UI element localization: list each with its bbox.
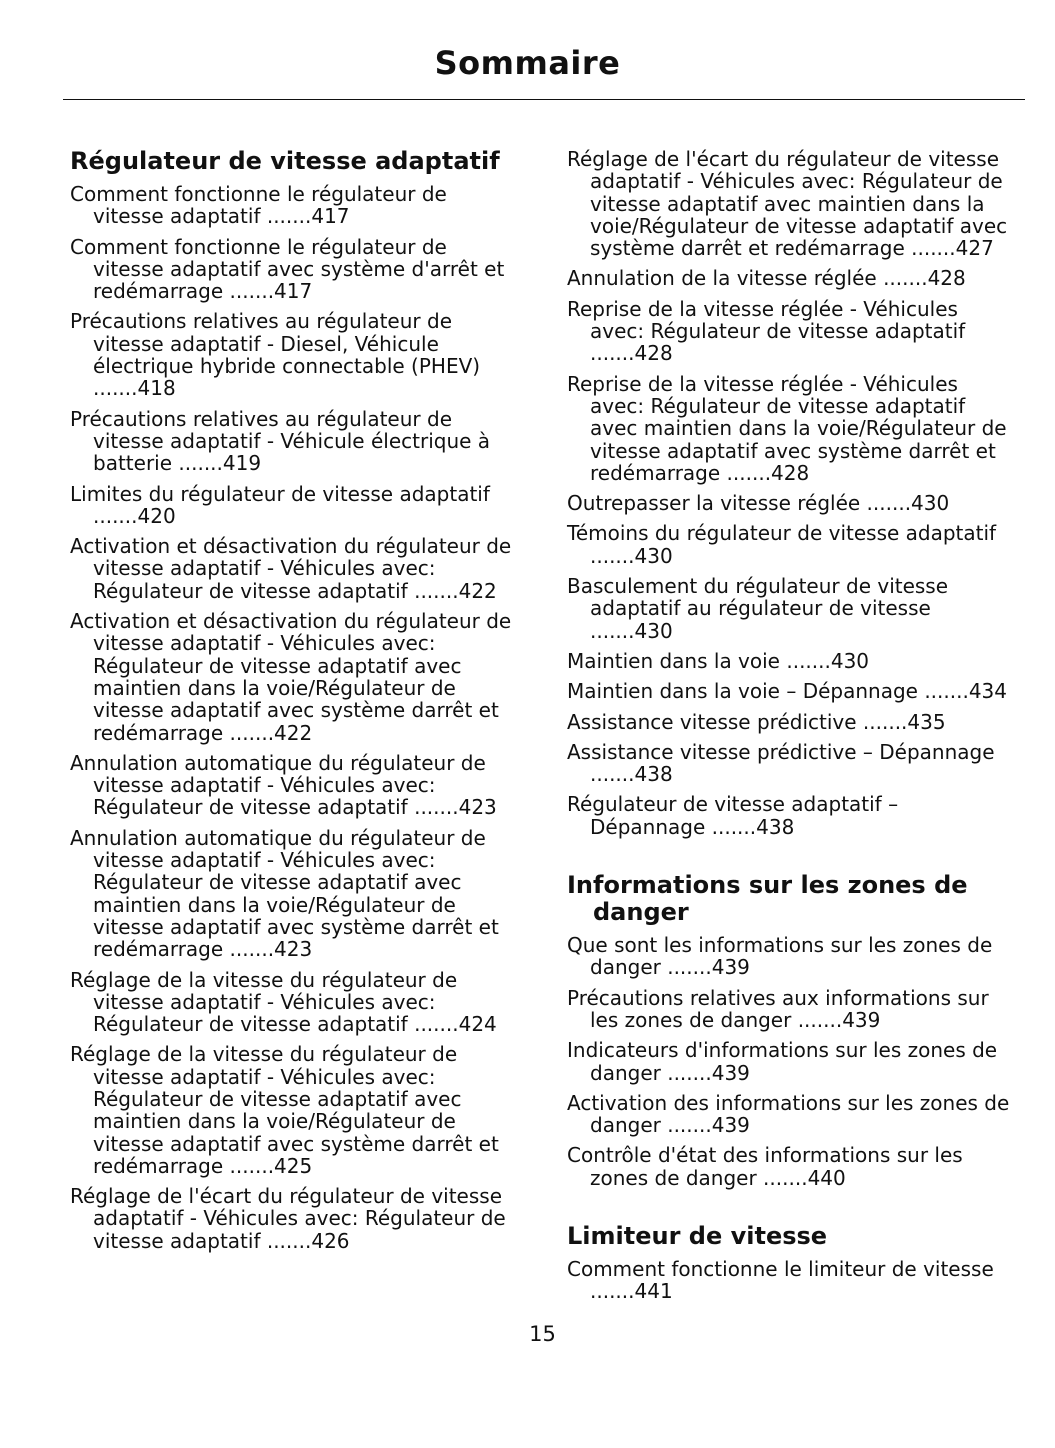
- toc-entry-page: 423: [274, 937, 313, 962]
- toc-entry-text: Annulation automatique du régulateur de vitesse adaptatif - Véhicules avec: Régulateur de vitesse adaptatif avec maintien dans la voie/Régulateur de vitesse adaptatif avec système darrêt et redémarrage: [70, 825, 499, 962]
- toc-entry-text: Assistance vitesse prédictive – Dépannage: [567, 739, 995, 764]
- toc-entry[interactable]: [567, 492, 1015, 514]
- toc-entry[interactable]: [567, 1092, 1015, 1137]
- toc-leader-dots: .......: [590, 762, 635, 787]
- toc-entry-text: Réglage de la vitesse du régulateur de vitesse adaptatif - Véhicules avec: Régulateur de vitesse adaptatif: [70, 967, 458, 1037]
- toc-leader-dots: .......: [660, 955, 712, 980]
- toc-leader-dots: .......: [660, 1060, 712, 1085]
- page-number: 15: [529, 1322, 556, 1346]
- toc-entry-text: Témoins du régulateur de vitesse adaptatif: [567, 521, 997, 546]
- toc-entry-text: Activation des informations sur les zones de danger: [567, 1090, 1010, 1138]
- toc-entry-page: 438: [634, 762, 673, 787]
- toc-entry-page: 428: [771, 460, 810, 485]
- toc-entry-text: Reprise de la vitesse réglée - Véhicules avec: Régulateur de vitesse adaptatif avec maintien dans la voie/Régulateur de vitesse adaptatif avec système darrêt et redémarrage: [567, 371, 1007, 485]
- toc-entry-text: Indicateurs d'informations sur les zones de danger: [567, 1038, 998, 1085]
- toc-entry-page: 417: [311, 204, 350, 229]
- toc-list-right-continued: [567, 148, 1015, 838]
- title-divider: [63, 99, 1025, 100]
- toc-entry[interactable]: [567, 1039, 1015, 1084]
- toc-entry-text: Réglage de l'écart du régulateur de vitesse adaptatif - Véhicules avec: Régulateur de vitesse adaptatif avec maintien dans la voie/Régulateur de vitesse adaptatif avec système darrêt et redémarrage: [567, 147, 1008, 261]
- toc-leader-dots: .......: [407, 795, 459, 820]
- toc-entry[interactable]: [567, 741, 1015, 786]
- toc-entry-text: Activation et désactivation du régulateur de vitesse adaptatif - Véhicules avec: Régulateur de vitesse adaptatif: [70, 534, 512, 603]
- toc-entry-text: Annulation automatique du régulateur de vitesse adaptatif - Véhicules avec: Régulateur de vitesse adaptatif: [70, 750, 486, 820]
- toc-entry-text: Précautions relatives aux informations sur les zones de danger: [567, 985, 989, 1032]
- toc-leader-dots: .......: [856, 709, 908, 734]
- toc-entry[interactable]: [567, 522, 1015, 567]
- toc-entry-text: Outrepasser la vitesse réglée: [567, 491, 861, 516]
- toc-entry-page: 434: [968, 679, 1008, 704]
- toc-entry-page: 422: [458, 578, 497, 603]
- toc-entry-text: Que sont les informations sur les zones de danger: [567, 933, 993, 980]
- toc-leader-dots: .......: [590, 543, 635, 568]
- toc-entry-text: Activation et désactivation du régulateur de vitesse adaptatif - Véhicules avec: Régulateur de vitesse adaptatif avec maintien dans la voie/Régulateur de vitesse adaptatif avec système darrêt et redémarrage: [70, 609, 512, 745]
- toc-entry-page: 427: [955, 236, 994, 261]
- toc-entry-page: 428: [927, 266, 966, 291]
- toc-entry[interactable]: [70, 969, 520, 1036]
- toc-entry[interactable]: [567, 298, 1015, 365]
- section-title-speed-limiter: Limiteur de vitesse: [567, 1221, 828, 1250]
- toc-entry-page: 430: [634, 618, 673, 643]
- toc-leader-dots: .......: [660, 1113, 712, 1138]
- toc-entry[interactable]: [70, 1043, 520, 1177]
- toc-entry[interactable]: [567, 1144, 1015, 1189]
- toc-leader-dots: .......: [590, 618, 635, 643]
- toc-entry[interactable]: [567, 267, 1015, 289]
- toc-entry-text: Limites du régulateur de vitesse adaptatif: [70, 481, 490, 506]
- toc-entry-text: Précautions relatives au régulateur de vitesse adaptatif - Diesel, Véhicule électrique hybride connectable (PHEV): [70, 309, 481, 379]
- toc-entry[interactable]: [567, 934, 1015, 979]
- toc-entry-page: 430: [911, 491, 950, 516]
- left-column: [70, 148, 520, 1260]
- toc-leader-dots: .......: [260, 1228, 312, 1253]
- toc-leader-dots: .......: [720, 460, 772, 485]
- toc-entry[interactable]: [567, 373, 1015, 484]
- toc-leader-dots: .......: [223, 720, 275, 745]
- toc-entry-text: Maintien dans la voie: [567, 648, 780, 673]
- toc-entry-text: Reprise de la vitesse réglée - Véhicules avec: Régulateur de vitesse adaptatif: [567, 296, 966, 344]
- toc-entry[interactable]: [70, 610, 520, 744]
- toc-entry-text: Contrôle d'état des informations sur les zones de danger: [567, 1143, 963, 1190]
- toc-leader-dots: .......: [590, 1279, 635, 1304]
- toc-entry[interactable]: [567, 575, 1015, 642]
- toc-leader-dots: .......: [917, 679, 969, 704]
- toc-entry-page: 439: [711, 955, 750, 980]
- toc-leader-dots: .......: [876, 266, 928, 291]
- toc-entry[interactable]: [70, 1185, 520, 1252]
- toc-entry[interactable]: [567, 793, 1015, 838]
- toc-list-danger-zones: [567, 934, 1015, 1189]
- toc-entry[interactable]: [567, 1258, 1015, 1303]
- section-title-adaptive-cruise: Régulateur de vitesse adaptatif: [70, 147, 500, 175]
- toc-entry[interactable]: [70, 310, 520, 399]
- toc-entry-page: 439: [842, 1007, 881, 1032]
- toc-entry-page: 417: [274, 279, 313, 304]
- toc-leader-dots: .......: [904, 236, 956, 261]
- toc-entry-page: 438: [756, 814, 795, 839]
- toc-entry-page: 430: [634, 543, 673, 568]
- toc-entry-page: 424: [458, 1012, 497, 1037]
- toc-leader-dots: .......: [791, 1007, 843, 1032]
- toc-entry[interactable]: [567, 680, 1015, 702]
- toc-leader-dots: .......: [407, 1012, 459, 1037]
- toc-entry-page: 418: [137, 376, 176, 401]
- toc-entry-text: Réglage de l'écart du régulateur de vitesse adaptatif - Véhicules avec: Régulateur de vitesse adaptatif: [70, 1184, 506, 1253]
- toc-entry[interactable]: [70, 752, 520, 819]
- section-title-danger-zones: Informations sur les zones de danger: [567, 871, 968, 927]
- toc-entry-text: Comment fonctionne le régulateur de vitesse adaptatif avec système d'arrêt et redémarrage: [70, 234, 505, 304]
- toc-leader-dots: .......: [705, 814, 757, 839]
- toc-entry-page: 439: [711, 1060, 750, 1085]
- toc-entry-page: 435: [907, 709, 946, 734]
- toc-entry-page: 425: [274, 1153, 313, 1178]
- toc-entry-page: 439: [711, 1113, 750, 1138]
- toc-entry[interactable]: [70, 236, 520, 303]
- toc-list-speed-limiter: [567, 1258, 1015, 1303]
- toc-entry-page: 422: [274, 720, 313, 745]
- toc-entry-text: Basculement du régulateur de vitesse adaptatif au régulateur de vitesse: [567, 574, 949, 621]
- toc-entry-page: 428: [634, 341, 673, 366]
- toc-entry-text: Comment fonctionne le régulateur de vitesse adaptatif: [70, 182, 447, 229]
- toc-entry-text: Maintien dans la voie – Dépannage: [567, 679, 918, 704]
- toc-entry-page: 430: [830, 648, 870, 673]
- toc-entry-page: 440: [807, 1165, 846, 1190]
- toc-entry-page: 423: [458, 795, 497, 820]
- toc-entry-text: Assistance vitesse prédictive: [567, 709, 857, 734]
- toc-entry-text: Régulateur de vitesse adaptatif – Dépannage: [567, 792, 899, 839]
- toc-entry-text: Comment fonctionne le limiteur de vitesse: [567, 1256, 994, 1281]
- toc-leader-dots: .......: [260, 204, 312, 229]
- toc-entry[interactable]: [567, 711, 1015, 733]
- toc-list-left: [70, 183, 520, 1252]
- toc-leader-dots: .......: [223, 937, 275, 962]
- toc-entry[interactable]: [70, 535, 520, 602]
- toc-leader-dots: .......: [93, 376, 138, 401]
- toc-entry-page: 419: [222, 451, 262, 476]
- toc-entry-page: 441: [634, 1279, 673, 1304]
- toc-leader-dots: .......: [860, 491, 912, 516]
- right-column: [567, 148, 1015, 1311]
- toc-leader-dots: .......: [780, 648, 831, 673]
- page-title: Sommaire: [434, 44, 621, 82]
- toc-entry[interactable]: [70, 183, 520, 228]
- toc-leader-dots: .......: [223, 1153, 275, 1178]
- toc-entry[interactable]: [70, 408, 520, 475]
- toc-entry-text: Annulation de la vitesse réglée: [567, 266, 877, 291]
- toc-entry[interactable]: [567, 987, 1015, 1032]
- toc-leader-dots: .......: [756, 1165, 808, 1190]
- toc-entry-text: Réglage de la vitesse du régulateur de vitesse adaptatif - Véhicules avec: Régulateur de vitesse adaptatif avec maintien dans la voie/Régulateur de vitesse adaptatif avec système darrêt et redémarrage: [70, 1042, 499, 1178]
- toc-entry[interactable]: [70, 483, 520, 528]
- toc-entry[interactable]: [567, 650, 1015, 672]
- toc-entry[interactable]: [70, 827, 520, 961]
- toc-leader-dots: .......: [407, 578, 459, 603]
- toc-entry[interactable]: [567, 148, 1015, 259]
- toc-entry-page: 426: [311, 1228, 350, 1253]
- toc-leader-dots: .......: [223, 279, 275, 304]
- toc-entry-page: 420: [137, 503, 176, 528]
- toc-leader-dots: .......: [172, 451, 223, 476]
- toc-leader-dots: .......: [590, 341, 635, 366]
- toc-entry-text: Précautions relatives au régulateur de vitesse adaptatif - Véhicule électrique à batterie: [70, 406, 491, 476]
- toc-leader-dots: .......: [93, 503, 138, 528]
